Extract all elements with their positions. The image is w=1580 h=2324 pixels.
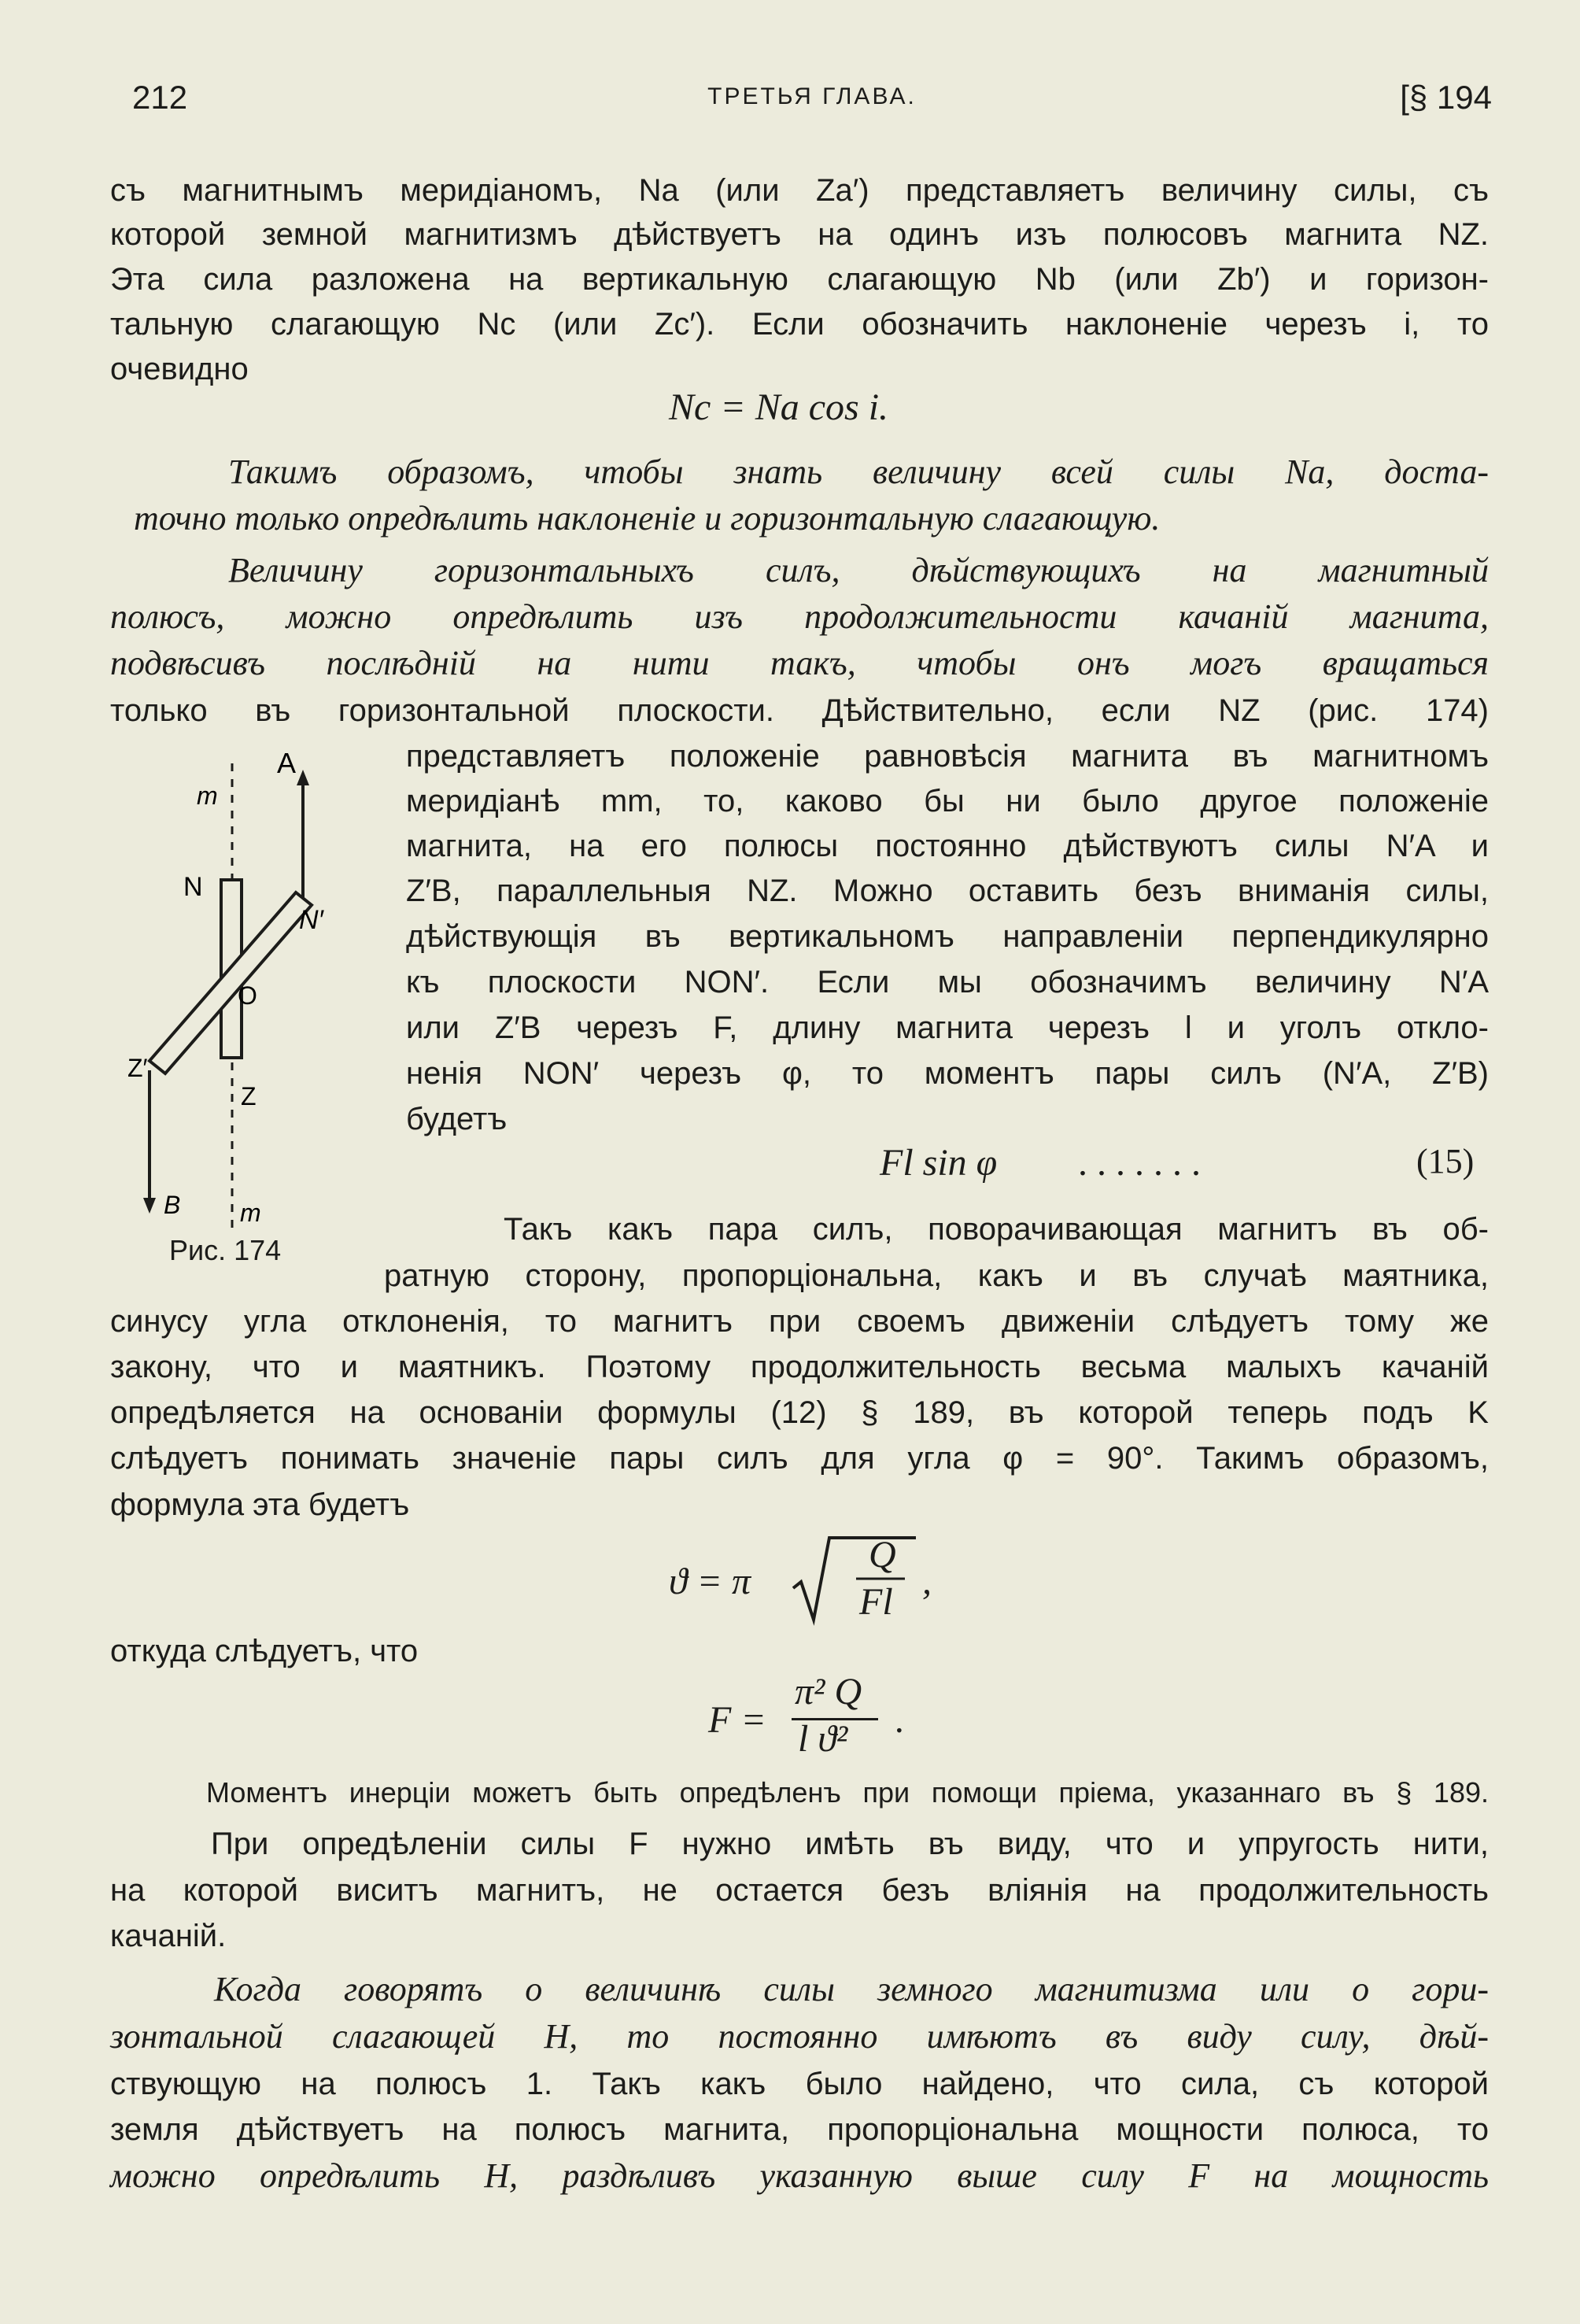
- text-line: только въ горизонтальной плоскости. Дѣйствительно, если NZ (рис. 174): [110, 693, 1489, 728]
- text-line: закону, что и маятникъ. Поэтому продолжительность весьма малыхъ качаній: [110, 1350, 1489, 1384]
- text-line: качаній.: [110, 1919, 227, 1953]
- text-line: слѣдуетъ понимать значеніе пары силъ для угла φ = 90°. Такимъ образомъ,: [110, 1441, 1489, 1476]
- chapter-title: ТРЕТЬЯ ГЛАВА.: [707, 83, 917, 109]
- formula-period-lhs: ϑ = π: [669, 1561, 751, 1602]
- text-line: ратную сторону, пропорціональна, какъ и въ случаѣ маятника,: [384, 1258, 1489, 1293]
- arrow-head-b: [143, 1198, 156, 1214]
- italic-line: полюсъ, можно опредѣлить изъ продолжительности качаній магнита,: [110, 597, 1489, 636]
- text-line: къ плоскости NON′. Если мы обозначимъ величину N′A: [406, 965, 1489, 999]
- formula-f-num: π² Q: [795, 1671, 862, 1713]
- section-number: [§ 194: [1400, 79, 1492, 116]
- label-a: A: [277, 748, 297, 779]
- equation-number: (15): [1416, 1142, 1475, 1180]
- text-line: которой земной магнитизмъ дѣйствуетъ на одинъ изъ полюсовъ магнита NZ.: [110, 217, 1489, 252]
- text-line: При опредѣленіи силы F нужно имѣть въ виду, что и упругость нити,: [211, 1827, 1489, 1861]
- text-line: синусу угла отклоненія, то магнитъ при своемъ движеніи слѣдуетъ тому же: [110, 1304, 1489, 1339]
- text-line: меридіанѣ mm, то, каково бы ни было другое положеніе: [406, 784, 1489, 818]
- text-line: Такъ какъ пара силъ, поворачивающая магнитъ въ об-: [504, 1212, 1489, 1247]
- italic-line: Такимъ образомъ, чтобы знать величину всей силы Na, доста-: [228, 453, 1489, 491]
- label-m-bottom: m: [240, 1199, 261, 1227]
- figure-caption: Рис. 174: [169, 1234, 282, 1266]
- note-line: Моментъ инерціи можетъ быть опредѣленъ при помощи пріема, указаннаго въ § 189.: [206, 1776, 1489, 1809]
- label-b: B: [164, 1191, 181, 1219]
- formula-moment: Fl sin φ: [880, 1142, 998, 1184]
- text-line: ствующую на полюсъ 1. Такъ какъ было найдено, что сила, съ которой: [110, 2067, 1489, 2101]
- formula-period-tail: ,: [922, 1561, 932, 1602]
- text-line: Z′B, параллельныя NZ. Можно оставить безъ вниманія силы,: [406, 874, 1489, 908]
- text-line: ненія NON′ черезъ φ, то моментъ пары силъ (N′A, Z′B): [406, 1056, 1489, 1091]
- text-line: тальную слагающую Nc (или Zc′). Если обозначить наклоненіе черезъ i, то: [110, 307, 1490, 342]
- formula-leader-dots: . . . . . . .: [1078, 1142, 1201, 1184]
- text-line: будетъ: [406, 1102, 508, 1136]
- italic-line: точно только опредѣлить наклоненіе и горизонтальную слагающую.: [134, 499, 1161, 538]
- label-n-prime: N′: [299, 905, 323, 935]
- text-line: магнита, на его полюсы постоянно дѣйствуютъ силы N′A и: [406, 829, 1489, 863]
- page-number: 212: [132, 79, 188, 116]
- text-line: на которой виситъ магнитъ, не остается безъ вліянія на продолжительность: [110, 1873, 1489, 1908]
- text-line: съ магнитнымъ меридіаномъ, Na (или Za′) представляетъ величину силы, съ: [110, 173, 1489, 208]
- text-line: дѣйствующія въ вертикальномъ направленіи перпендикулярно: [406, 919, 1489, 954]
- formula-f-den: l ϑ²: [798, 1718, 848, 1760]
- arrow-head-a: [297, 770, 309, 785]
- magnet-figure: [118, 748, 354, 1251]
- text-line: формула эта будетъ: [110, 1487, 410, 1522]
- page-header: [132, 79, 1492, 126]
- formula-f-lhs: F =: [708, 1699, 766, 1741]
- text-line: Эта сила разложена на вертикальную слагающую Nb (или Zb′) и горизон-: [110, 262, 1489, 297]
- text-line: очевидно: [110, 352, 249, 386]
- radical-sign: [790, 1533, 924, 1628]
- label-n: N: [183, 872, 203, 902]
- italic-line: подвѣсивъ послѣдній на нити такъ, чтобы онъ могъ вращаться: [110, 644, 1489, 682]
- formula-period-den: Fl: [859, 1581, 893, 1623]
- italic-line: можно опредѣлить H, раздѣливъ указанную выше силу F на мощность: [110, 2156, 1489, 2195]
- text-line: откуда слѣдуетъ, что: [110, 1634, 419, 1668]
- label-z-prime: Z′: [127, 1054, 148, 1082]
- label-z: Z: [241, 1082, 257, 1110]
- label-m-top: m: [197, 781, 218, 810]
- italic-line: Когда говорятъ о величинѣ силы земного магнитизма или о гори-: [214, 1970, 1489, 2008]
- label-o: O: [238, 981, 257, 1010]
- text-line: или Z′B черезъ F, длину магнита черезъ l и уголъ откло-: [406, 1011, 1489, 1045]
- text-line: опредѣляется на основаніи формулы (12) § 189, въ которой теперь подъ K: [110, 1395, 1489, 1430]
- formula-f-tail: .: [895, 1699, 905, 1741]
- text-line: представляетъ положеніе равновѣсія магнита въ магнитномъ: [406, 739, 1489, 774]
- formula-nc: Nc = Na cos i.: [669, 386, 889, 428]
- text-line: земля дѣйствуетъ на полюсъ магнита, пропорціональна мощности полюса, то: [110, 2112, 1489, 2147]
- italic-line: зонтальной слагающей H, то постоянно имѣютъ въ виду силу, дѣй-: [110, 2017, 1489, 2056]
- italic-line: Величину горизонтальныхъ силъ, дѣйствующихъ на магнитный: [228, 551, 1489, 589]
- formula-period-num: Q: [869, 1534, 896, 1576]
